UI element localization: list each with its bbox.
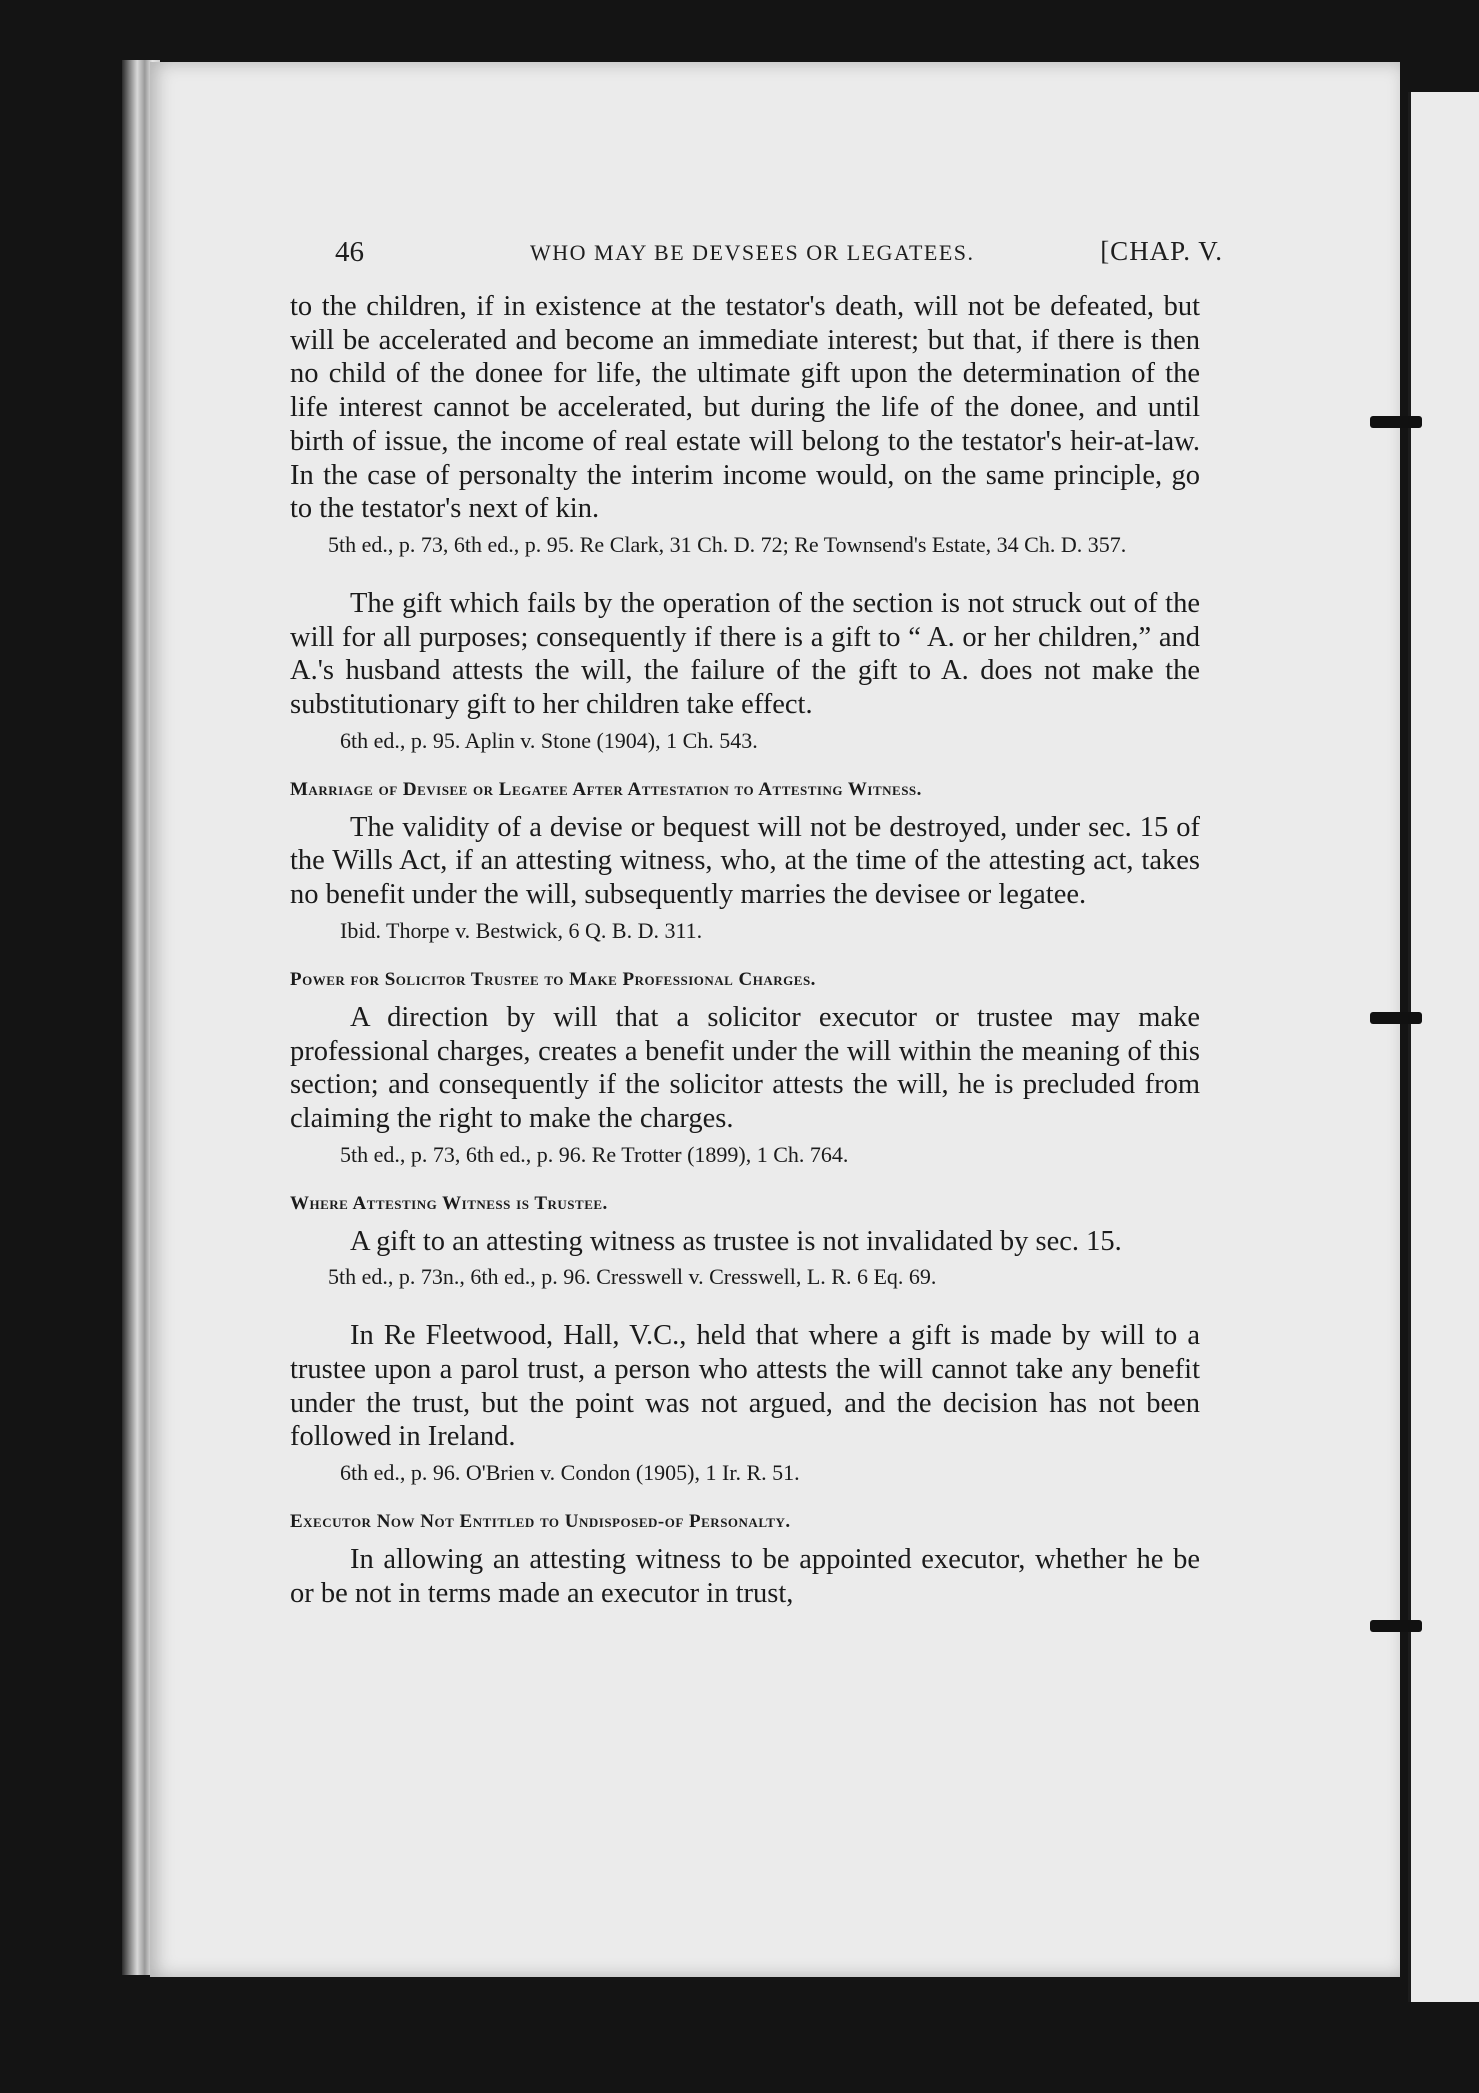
section-heading: Where Attesting Witness is Trustee. (290, 1192, 608, 1214)
paragraph: In allowing an attesting witness to be appointed executor, whether he be or be not in terms made an executor in trust, (290, 1544, 1200, 1609)
paragraph: The validity of a devise or bequest will not be destroyed, under sec. 15 of the Wills Act, if an attesting witness, who, at the time of the attesting act, takes no benefit under the will, subsequently marries the devisee or legatee. (290, 811, 1200, 911)
chapter-label: [CHAP. V. (1100, 236, 1223, 266)
citation: 5th ed., p. 73, 6th ed., p. 96. Re Trotter (1899), 1 Ch. 764. (340, 1141, 849, 1167)
citation: Ibid. Thorpe v. Bestwick, 6 Q. B. D. 311. (340, 917, 703, 943)
paragraph: to the children, if in existence at the testator's death, will not be defeated, but will be accelerated and become an immediate interest; but that, if there is then no child of the donee for life, the ultimate gift upon the determination of the life interest cannot be accelerated, but during the life of the donee, and until birth of issue, the income of real estate will belong to the testator's heir-at-law. In the case of personalty the interim income would, on the same principle, go to the testator's next of kin. (290, 291, 1200, 525)
section-heading: Executor Now Not Entitled to Undisposed-of Personalty. (290, 1511, 791, 1533)
adjacent-page-edge (1408, 92, 1479, 2002)
page-tab-marker (1370, 1620, 1422, 1632)
page-body (290, 290, 1200, 1611)
paragraph: The gift which fails by the operation of the section is not struck out of the will for all purposes; consequently if there is a gift to “ A. or her children,” and A.'s husband attests the will, the failure of the gift to A. does not make the substitutionary gift to her children take effect. (290, 587, 1200, 721)
section-heading: Marriage of Devisee or Legatee After Attestation to Attesting Witness. (290, 778, 922, 800)
section-heading: Power for Solicitor Trustee to Make Professional Charges. (290, 968, 816, 990)
running-header (335, 236, 1223, 276)
paragraph: A direction by will that a solicitor executor or trustee may make professional charges, creates a benefit under the will within the meaning of this section; and consequently if the solicitor attests the will, he is precluded from claiming the right to make the charges. (290, 1001, 1200, 1134)
page-tab-marker (1370, 1012, 1422, 1024)
page-number: 46 (335, 236, 364, 268)
running-title: WHO MAY BE DEVSEES OR LEGATEES. (530, 240, 975, 265)
citation: 5th ed., p. 73, 6th ed., p. 95. Re Clark, 31 Ch. D. 72; Re Townsend's Estate, 34 Ch. D. 357. (328, 531, 1127, 557)
citation: 5th ed., p. 73n., 6th ed., p. 96. Cresswell v. Cresswell, L. R. 6 Eq. 69. (328, 1264, 937, 1290)
citation: 6th ed., p. 95. Aplin v. Stone (1904), 1 Ch. 543. (340, 727, 758, 753)
page-tab-marker (1370, 416, 1422, 428)
paragraph: In Re Fleetwood, Hall, V.C., held that where a gift is made by will to a trustee upon a parol trust, a person who attests the will cannot take any benefit under the trust, but the point was not argued, and the decision has not been followed in Ireland. (290, 1320, 1200, 1453)
paragraph: A gift to an attesting witness as trustee is not invalidated by sec. 15. (350, 1225, 1122, 1257)
citation: 6th ed., p. 96. O'Brien v. Condon (1905), 1 Ir. R. 51. (340, 1460, 800, 1486)
